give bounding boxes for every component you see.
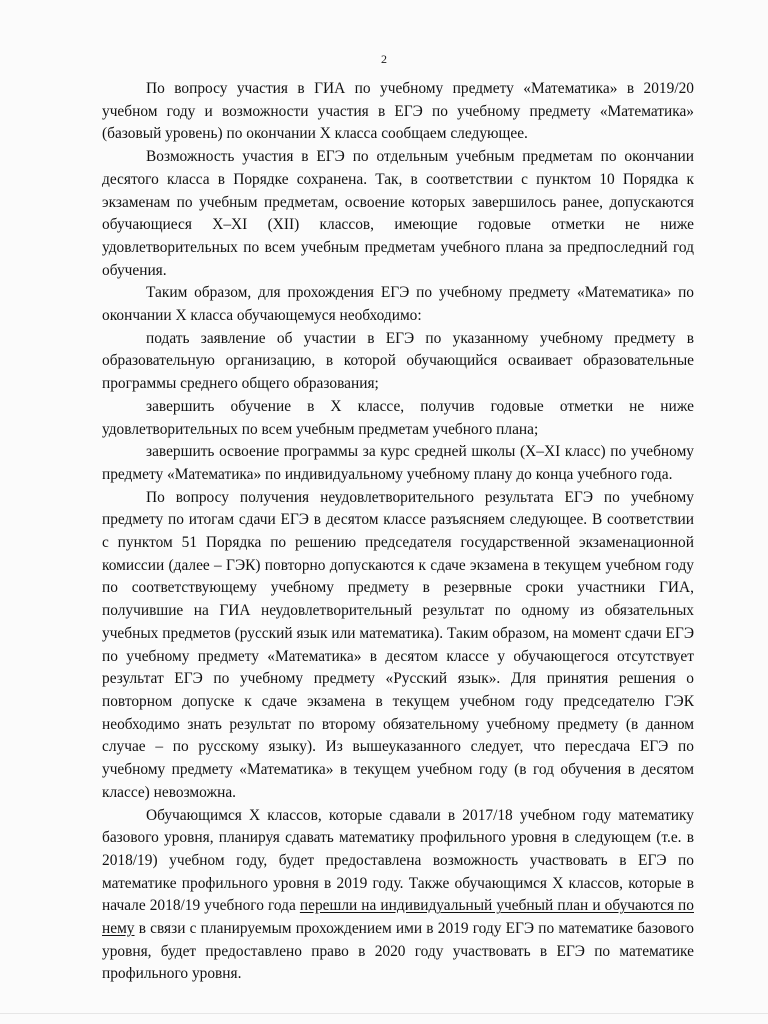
page-number: 2 — [381, 52, 387, 66]
paragraph-unsatisfactory-result: По вопросу получения неудовлетворительного результата ЕГЭ по учебному предмету по итогам сдачи ЕГЭ в десятом классе разъясняем следующее. В соответствии с пунктом 51 Порядка по решению председателя государственной экзаменационной комиссии (далее – ГЭК) повторно допускаются к сдаче экзамена в текущем учебном году по соответствующему учебному предмету в резервные сроки участники ГИА, получившие на ГИА неудовлетворительный результат по одному из обязательных учебных предметов (русский язык или математика). Таким образом, на момент сдачи ЕГЭ по учебному предмету «Математика» в десятом классе у обучающегося отсутствует результат ЕГЭ по учебному предмету «Русский язык». Для принятия решения о повторном допуске к сдаче экзамена в текущем учебном году председателю ГЭК необходимо знать результат по второму обязательному учебному предмету (в данном случае – по русскому языку). Из вышеуказанного следует, что пересдача ЕГЭ по учебному предмету «Математика» в текущем учебном году (в год обучения в десятом классе) невозможна. — [102, 488, 694, 801]
document-body — [102, 78, 694, 986]
list-item-finish-program: завершить освоение программы за курс средней школы (X–XI класс) по учебному предмету «Математика» по индивидуальному учебному плану до конца учебного года. — [102, 443, 694, 483]
list-item-finish-grade: завершить обучение в X классе, получив годовые отметки не ниже удовлетворительных по всем учебным предметам учебного плана; — [102, 397, 694, 438]
list-item-submit-application: подать заявление об участии в ЕГЭ по указанному учебному предмету в образовательную организацию, в которой обучающийся осваивает образовательные программы среднего общего образования; — [102, 329, 694, 393]
paragraph-gia-math-question: По вопросу участия в ГИА по учебному предмету «Математика» в 2019/20 учебном году и возможности участия в ЕГЭ по учебному предмету «Математика» (базовый уровень) по окончании X класса сообщаем следующее. — [102, 80, 694, 143]
paragraph-text-after: в связи с планируемым прохождением ими в 2019 году ЕГЭ по математике базового уровня, будет предоставлено право в 2020 году участвовать в ЕГЭ по математике профильного уровня. — [102, 920, 694, 983]
paragraph-requirements-intro: Таким образом, для прохождения ЕГЭ по учебному предмету «Математика» по окончании X класса обучающемуся необходимо: — [102, 284, 694, 325]
scan-edge-divider — [0, 1013, 768, 1014]
paragraph-ege-possibility: Возможность участия в ЕГЭ по отдельным учебным предметам по окончании десятого класса в Порядке сохранена. Так, в соответствии с пунктом 10 Порядка к экзаменам по учебным предметам, освоение которых завершилось ранее, допускаются обучающиеся X–XI (XII) классов, имеющие годовые отметки не ниже удовлетворительных по всем учебным предметам учебного плана за предпоследний год обучения. — [102, 148, 694, 279]
paragraph-text-before: Обучающимся X классов, которые сдавали в 2017/18 учебном году математику базового уровня, планируя сдавать математику профильного уровня в следующем (т.е. в 2018/19) учебном году, будет предоставлена возможность участвовать в ЕГЭ по математике профильного уровня в 2019 году. Также обучающимся X классов, которые в начале 2018/19 учебного года — [102, 806, 694, 915]
paragraph-profile-level-right — [102, 805, 694, 987]
underlined-phrase: перешли на индивидуальный учебный план и обучаются по нему — [102, 897, 694, 938]
